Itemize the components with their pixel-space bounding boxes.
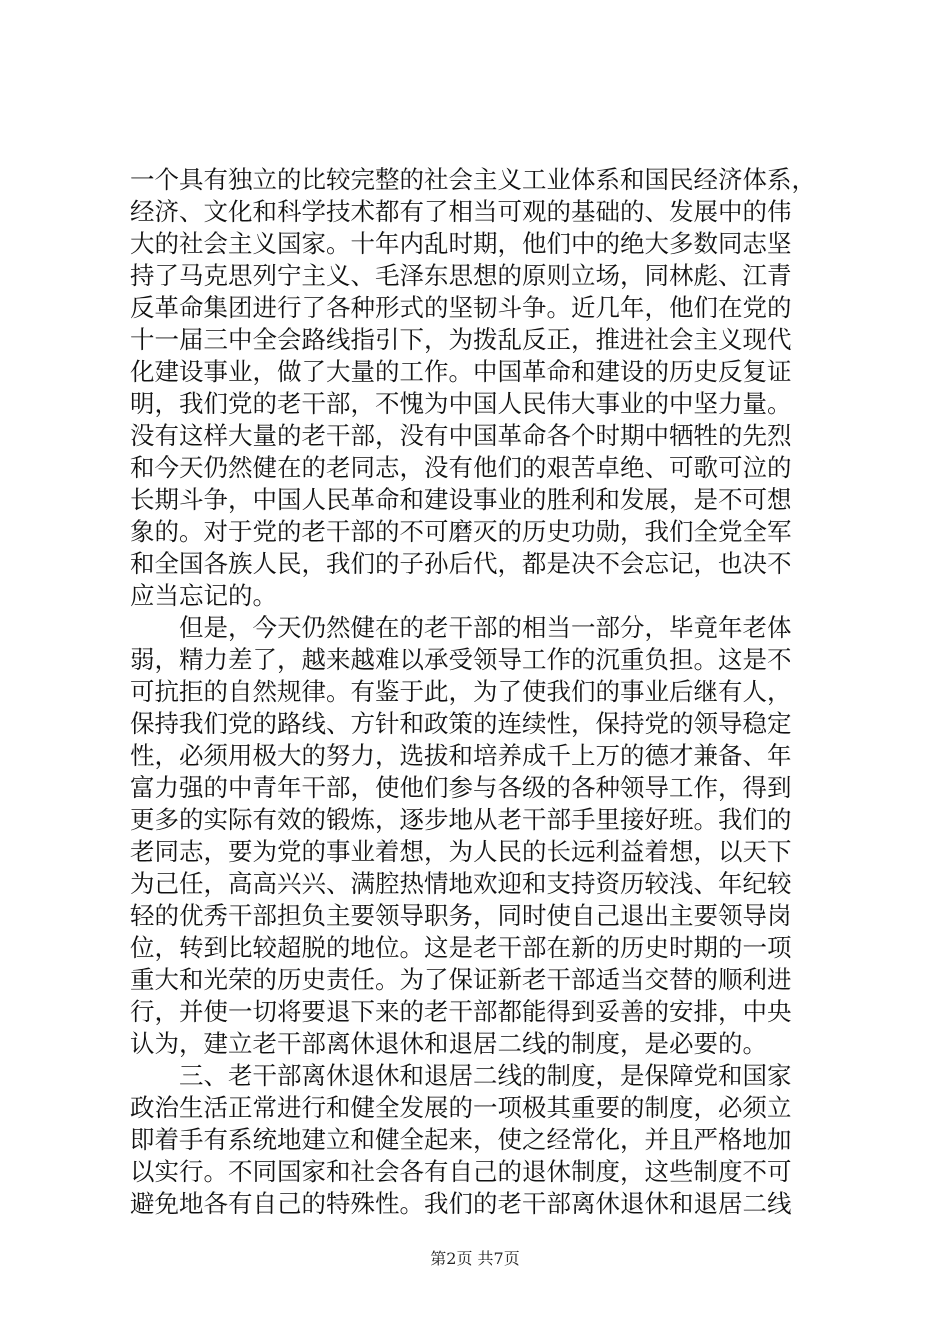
text-line: 以实行。不同国家和社会各有自己的退休制度，这些制度不可 [130,1157,792,1186]
text-line: 富力强的中青年干部，使他们参与各级的各种领导工作，得到 [130,773,792,802]
text-line: 和今天仍然健在的老同志，没有他们的艰苦卓绝、可歌可泣的 [130,453,792,482]
text-line: 位，转到比较超脱的地位。这是老干部在新的历史时期的一项 [130,933,792,962]
text-line: 象的。对于党的老干部的不可磨灭的历史功勋，我们全党全军 [130,517,792,546]
text-line: 明，我们党的老干部，不愧为中国人民伟大事业的中坚力量。 [130,389,792,418]
paragraph-first-line: 三、老干部离休退休和退居二线的制度，是保障党和国家 [179,1061,792,1090]
text-line: 持了马克思列宁主义、毛泽东思想的原则立场，同林彪、江青 [130,261,792,290]
text-line: 十一届三中全会路线指引下，为拨乱反正，推进社会主义现代 [130,325,792,354]
text-line: 应当忘记的。 [130,581,277,610]
text-line: 行，并使一切将要退下来的老干部都能得到妥善的安排，中央 [130,997,792,1026]
text-line: 保持我们党的路线、方针和政策的连续性，保持党的领导稳定 [130,709,792,738]
text-line: 经济、文化和科学技术都有了相当可观的基础的、发展中的伟 [130,197,792,226]
text-line: 为己任，高高兴兴、满腔热情地欢迎和支持资历较浅、年纪较 [130,869,792,898]
text-line: 轻的优秀干部担负主要领导职务，同时使自己退出主要领导岗 [130,901,792,930]
text-line: 一个具有独立的比较完整的社会主义工业体系和国民经济体系， [130,165,816,194]
text-line: 可抗拒的自然规律。有鉴于此，为了使我们的事业后继有人， [130,677,792,706]
text-line: 弱，精力差了，越来越难以承受领导工作的沉重负担。这是不 [130,645,792,674]
text-line: 政治生活正常进行和健全发展的一项极其重要的制度，必须立 [130,1093,792,1122]
text-line: 认为，建立老干部离休退休和退居二线的制度，是必要的。 [130,1029,767,1058]
text-line: 即着手有系统地建立和健全起来，使之经常化，并且严格地加 [130,1125,792,1154]
text-line: 老同志，要为党的事业着想，为人民的长远利益着想，以天下 [130,837,792,866]
text-line: 更多的实际有效的锻炼，逐步地从老干部手里接好班。我们的 [130,805,792,834]
document-body [130,164,830,1220]
text-line: 化建设事业，做了大量的工作。中国革命和建设的历史反复证 [130,357,792,386]
text-line: 避免地各有自己的特殊性。我们的老干部离休退休和退居二线 [130,1189,792,1218]
text-line: 重大和光荣的历史责任。为了保证新老干部适当交替的顺利进 [130,965,792,994]
text-line: 大的社会主义国家。十年内乱时期，他们中的绝大多数同志坚 [130,229,792,258]
page-number-footer: 第2页 共7页 [430,1249,520,1268]
text-line: 性，必须用极大的努力，选拔和培养成千上万的德才兼备、年 [130,741,792,770]
text-line: 和全国各族人民，我们的子孙后代，都是决不会忘记，也决不 [130,549,792,578]
text-line: 没有这样大量的老干部，没有中国革命各个时期中牺牲的先烈 [130,421,792,450]
text-line: 反革命集团进行了各种形式的坚韧斗争。近几年，他们在党的 [130,293,792,322]
text-line: 长期斗争，中国人民革命和建设事业的胜利和发展，是不可想 [130,485,792,514]
paragraph-first-line: 但是，今天仍然健在的老干部的相当一部分，毕竟年老体 [179,613,792,642]
